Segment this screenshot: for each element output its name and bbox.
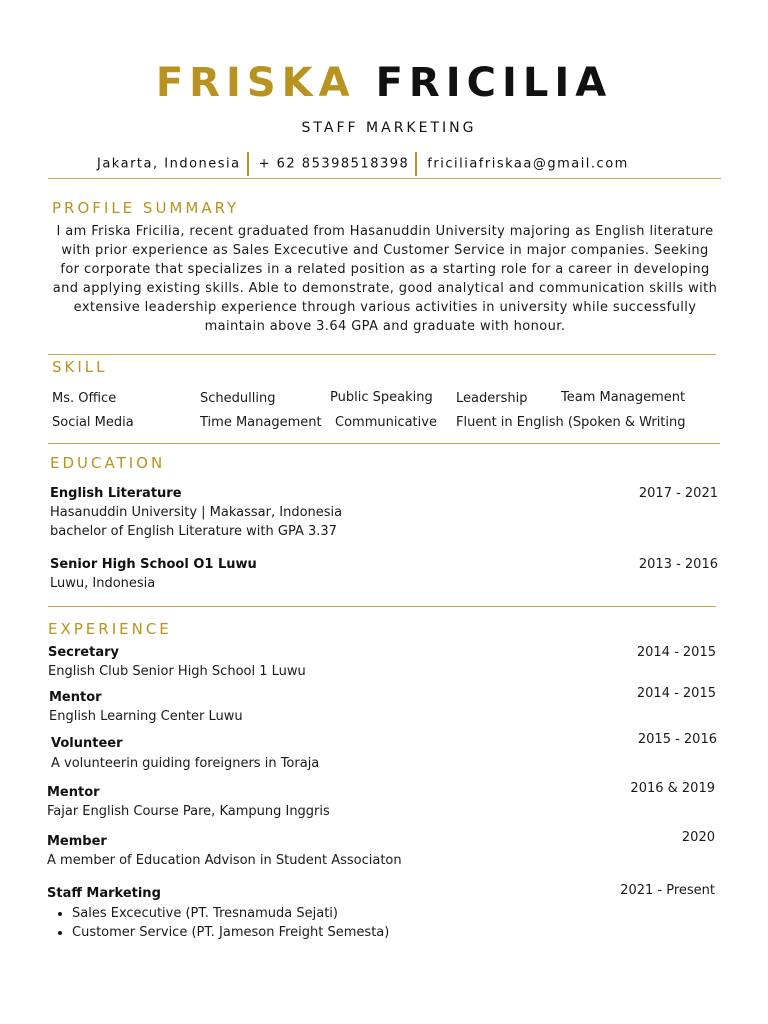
education-date: 2013 - 2016 — [638, 557, 718, 572]
experience-date: 2020 — [681, 830, 715, 845]
experience-line: English Learning Center Luwu — [49, 709, 243, 724]
profile-divider — [48, 354, 716, 355]
contact-divider — [415, 152, 417, 176]
skill-item: Social Media — [52, 415, 134, 430]
first-name: FRISKA — [155, 60, 356, 106]
education-divider — [48, 606, 716, 607]
education-heading: EDUCATION — [50, 454, 166, 472]
contact-info — [97, 152, 629, 176]
education-line: Hasanuddin University | Makassar, Indonesia — [50, 505, 343, 520]
location-text: Jakarta, Indonesia — [97, 156, 241, 172]
experience-date: 2014 - 2015 — [636, 645, 716, 660]
skill-item: Schedulling — [200, 391, 276, 406]
job-title: STAFF MARKETING — [301, 120, 477, 136]
experience-title: Mentor — [47, 785, 100, 800]
experience-heading: EXPERIENCE — [48, 620, 172, 638]
education-title: English Literature — [50, 486, 182, 501]
contact-divider — [247, 152, 249, 176]
experience-line: A volunteerin guiding foreigners in Toraja — [51, 756, 320, 771]
profile-summary-text: I am Friska Fricilia, recent graduated from Hasanuddin University majoring as English literature with prior experience as Sales Excecutive and Customer Service in major companies. Seeking for corporate that specializes in a related position as a starting role for a career in developing and applying existing skills. Able to demonstrate, good analytical and communication skills with extensive leadership experience through various activities in university while successfully maintain above 3.64 GPA and graduate with honour. — [52, 224, 718, 334]
experience-title: Secretary — [48, 645, 119, 660]
education-date: 2017 - 2021 — [638, 486, 718, 501]
experience-line: English Club Senior High School 1 Luwu — [48, 664, 306, 679]
education-title: Senior High School O1 Luwu — [50, 557, 257, 572]
list-item: • Customer Service (PT. Jameson Freight Semesta) — [72, 923, 389, 942]
skill-item: Leadership — [456, 391, 528, 406]
skill-item: Public Speaking — [330, 390, 433, 405]
experience-date: 2015 - 2016 — [637, 732, 717, 747]
phone-text: + 62 85398518398 — [258, 156, 410, 172]
education-line: bachelor of English Literature with GPA 3.37 — [50, 524, 337, 539]
skill-item: Communicative — [335, 415, 437, 430]
skill-heading: SKILL — [52, 358, 108, 376]
experience-title: Staff Marketing — [47, 886, 161, 901]
last-name: FRICILIA — [375, 60, 613, 106]
experience-title: Member — [47, 834, 107, 849]
skill-item: Team Management — [561, 390, 686, 405]
email-text: friciliafriskaa@gmail.com — [427, 156, 629, 172]
skill-divider — [48, 443, 720, 444]
skill-item: Fluent in English (Spoken & Writing — [456, 415, 686, 430]
education-line: Luwu, Indonesia — [50, 576, 156, 591]
header-divider — [48, 178, 721, 179]
experience-line: A member of Education Advison in Student Associaton — [47, 853, 402, 868]
profile-summary-heading: PROFILE SUMMARY — [52, 199, 240, 217]
skill-item: Ms. Office — [52, 391, 117, 406]
skill-item: Time Management — [200, 415, 322, 430]
experience-bullet-list — [50, 904, 389, 942]
list-item: • Sales Excecutive (PT. Tresnamuda Sejati) — [72, 904, 389, 923]
experience-line: Fajar English Course Pare, Kampung Inggris — [47, 804, 330, 819]
experience-title: Volunteer — [51, 736, 123, 751]
experience-title: Mentor — [49, 690, 102, 705]
experience-date: 2021 - Present — [620, 883, 715, 898]
experience-date: 2016 & 2019 — [630, 781, 715, 796]
candidate-name — [0, 58, 768, 108]
experience-date: 2014 - 2015 — [636, 686, 716, 701]
